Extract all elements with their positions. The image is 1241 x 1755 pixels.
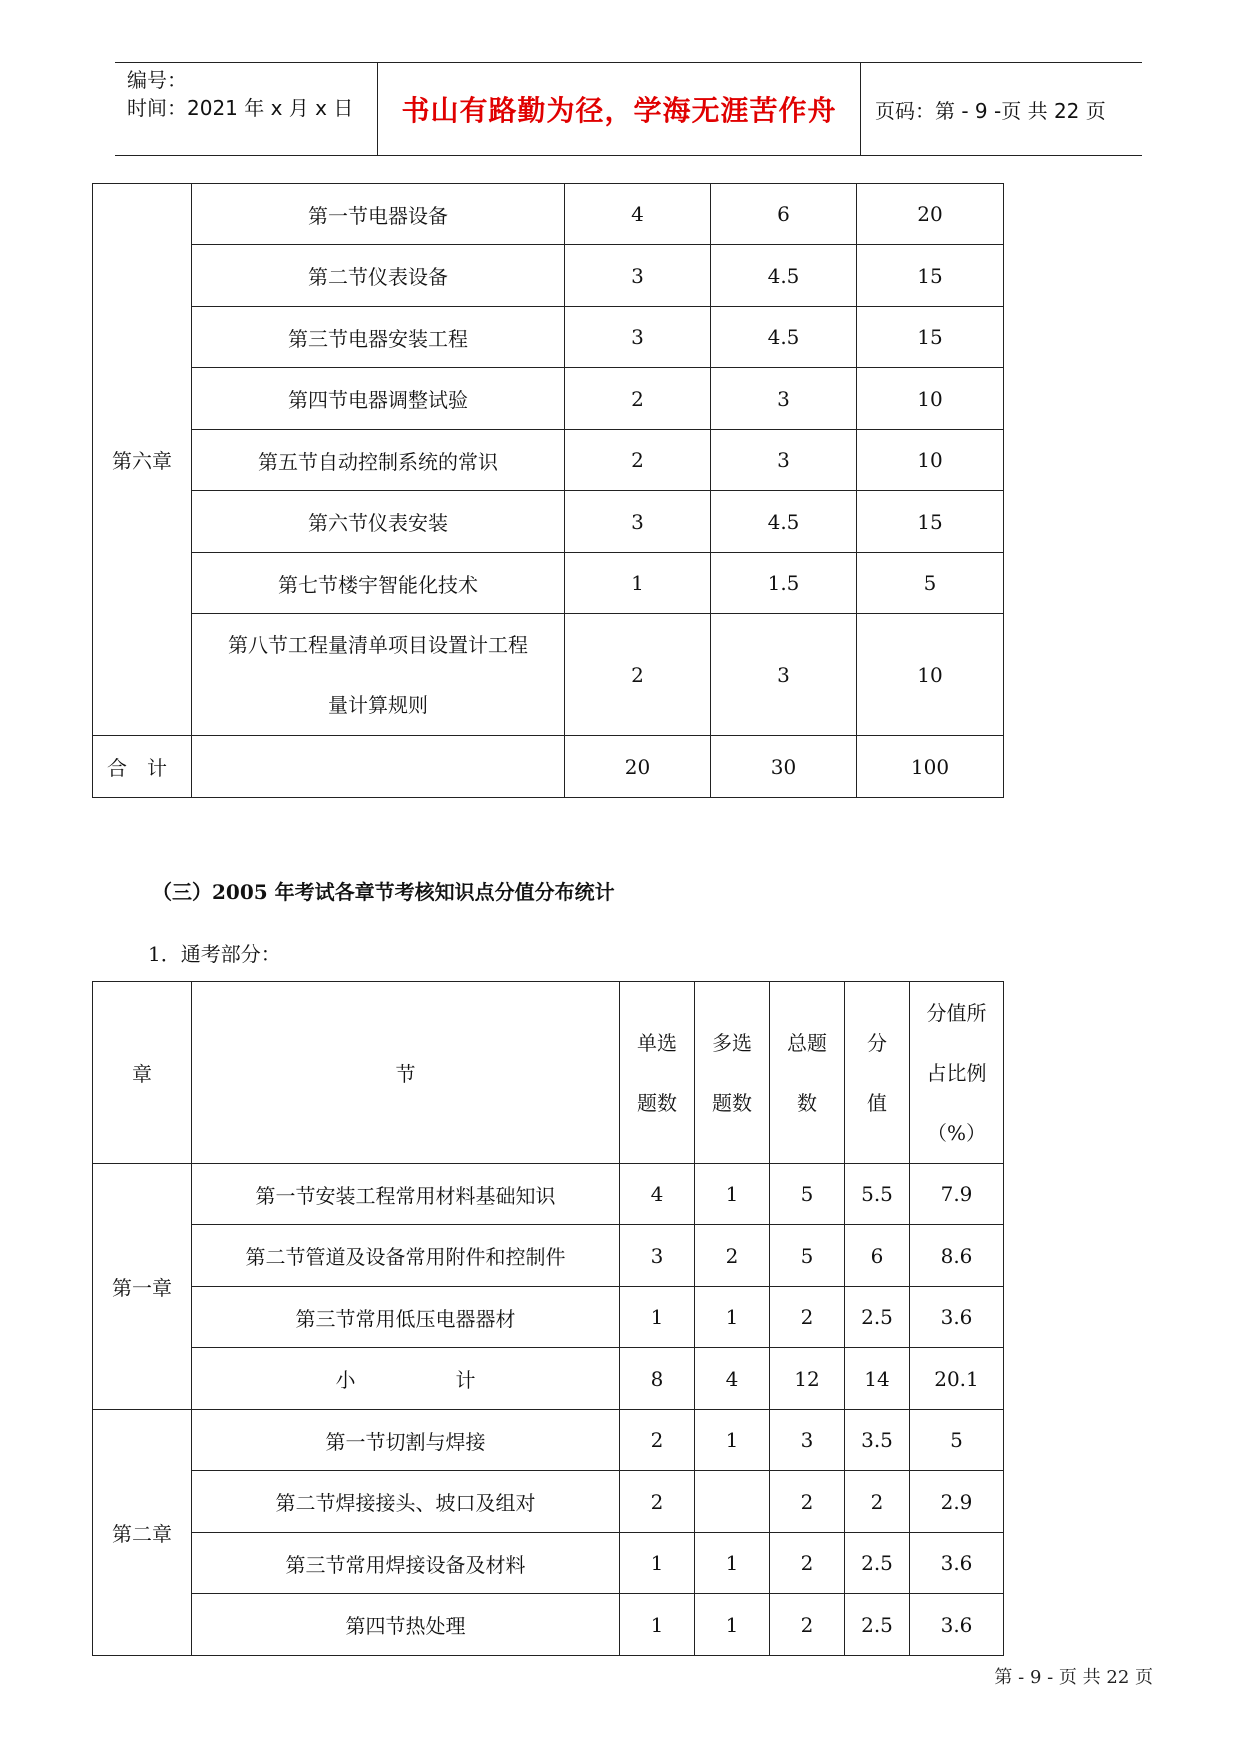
header-divider xyxy=(860,63,861,155)
value-cell: 4 xyxy=(620,1164,695,1225)
header-motto: 书山有路勤为径，学海无涯苦作舟 xyxy=(401,94,837,127)
value-cell: 100 xyxy=(857,736,1004,798)
table-row xyxy=(93,245,1004,307)
header-meta xyxy=(127,66,353,122)
value-cell: 5 xyxy=(857,553,1004,614)
table-row xyxy=(93,614,1004,736)
section-cell: 第三节常用焊接设备及材料 xyxy=(192,1533,620,1594)
table-row xyxy=(93,1225,1004,1287)
page-footer: 第 - 9 - 页 共 22 页 xyxy=(994,1667,1153,1688)
value-cell: 2.5 xyxy=(845,1533,910,1594)
value-cell: 1 xyxy=(620,1287,695,1348)
value-cell: 4 xyxy=(565,184,711,245)
page-header xyxy=(115,62,1142,156)
value-cell: 6 xyxy=(711,184,857,245)
table-row xyxy=(93,184,1004,245)
total-row xyxy=(93,736,1004,798)
table-row xyxy=(93,307,1004,368)
value-cell: 1 xyxy=(695,1533,770,1594)
section-cell: 第六节仪表安装 xyxy=(192,491,565,553)
value-cell: 15 xyxy=(857,307,1004,368)
header-single xyxy=(620,982,695,1164)
section-title: （三）2005 年考试各章节考核知识点分值分布统计 xyxy=(152,880,615,904)
value-cell: 1 xyxy=(565,553,711,614)
chapter-cell: 第六章 xyxy=(93,184,192,736)
section-cell: 第二节管道及设备常用附件和控制件 xyxy=(192,1225,620,1287)
value-cell: 4.5 xyxy=(711,245,857,307)
subtotal-label: 小 计 xyxy=(192,1348,620,1410)
value-cell: 1 xyxy=(695,1410,770,1471)
table-row xyxy=(93,430,1004,491)
value-cell xyxy=(695,1471,770,1533)
value-cell: 1 xyxy=(620,1533,695,1594)
header-line: 题数 xyxy=(712,1090,752,1115)
value-cell: 2 xyxy=(770,1533,845,1594)
header-line: 数 xyxy=(797,1090,817,1115)
value-cell: 4.5 xyxy=(711,491,857,553)
header-chapter: 章 xyxy=(93,982,192,1164)
section-cell: 第一节切割与焊接 xyxy=(192,1410,620,1471)
value-cell: 2 xyxy=(770,1594,845,1656)
value-cell: 2.5 xyxy=(845,1287,910,1348)
table-row xyxy=(93,1594,1004,1656)
value-cell: 2 xyxy=(565,614,711,736)
header-line: 值 xyxy=(867,1090,887,1115)
table-row xyxy=(93,553,1004,614)
value-cell: 2.9 xyxy=(910,1471,1004,1533)
value-cell: 1 xyxy=(695,1594,770,1656)
section-cell: 第七节楼宇智能化技术 xyxy=(192,553,565,614)
value-cell: 10 xyxy=(857,368,1004,430)
header-line: （%） xyxy=(926,1120,986,1145)
table-row xyxy=(93,1164,1004,1225)
table-row xyxy=(93,1410,1004,1471)
total-label: 合 计 xyxy=(93,736,192,798)
header-row xyxy=(93,982,1004,1164)
value-cell: 12 xyxy=(770,1348,845,1410)
value-cell: 2 xyxy=(565,368,711,430)
section-cell: 第三节电器安装工程 xyxy=(192,307,565,368)
value-cell: 30 xyxy=(711,736,857,798)
header-page-label: 页码：第 - 9 -页 共 22 页 xyxy=(875,98,1106,123)
value-cell: 10 xyxy=(857,430,1004,491)
chapter-cell: 第一章 xyxy=(93,1164,192,1410)
table-row xyxy=(93,1471,1004,1533)
value-cell: 2 xyxy=(695,1225,770,1287)
value-cell: 3.5 xyxy=(845,1410,910,1471)
section-cell: 第一节电器设备 xyxy=(192,184,565,245)
chapter-cell: 第二章 xyxy=(93,1410,192,1656)
value-cell: 10 xyxy=(857,614,1004,736)
header-number-label: 编号： xyxy=(127,68,187,92)
value-cell: 3.6 xyxy=(910,1533,1004,1594)
header-line: 题数 xyxy=(637,1090,677,1115)
section-line: 量计算规则 xyxy=(328,692,428,717)
value-cell: 4.5 xyxy=(711,307,857,368)
section-cell xyxy=(192,614,565,736)
value-cell: 3.6 xyxy=(910,1287,1004,1348)
value-cell: 5 xyxy=(910,1410,1004,1471)
subtotal-row xyxy=(93,1348,1004,1410)
table-row xyxy=(93,368,1004,430)
value-cell: 3 xyxy=(711,614,857,736)
value-cell: 15 xyxy=(857,491,1004,553)
value-cell: 2 xyxy=(620,1471,695,1533)
header-score xyxy=(845,982,910,1164)
value-cell: 3 xyxy=(565,491,711,553)
section-cell: 第二节焊接接头、坡口及组对 xyxy=(192,1471,620,1533)
value-cell: 3 xyxy=(620,1225,695,1287)
value-cell: 8.6 xyxy=(910,1225,1004,1287)
value-cell: 20.1 xyxy=(910,1348,1004,1410)
value-cell: 2.5 xyxy=(845,1594,910,1656)
header-line: 总题 xyxy=(787,1030,827,1055)
header-total xyxy=(770,982,845,1164)
value-cell: 20 xyxy=(565,736,711,798)
header-section: 节 xyxy=(192,982,620,1164)
value-cell: 2 xyxy=(620,1410,695,1471)
value-cell: 6 xyxy=(845,1225,910,1287)
value-cell: 2 xyxy=(845,1471,910,1533)
header-time-label: 时间：2021 年 x 月 x 日 xyxy=(127,96,354,120)
section-cell: 第四节热处理 xyxy=(192,1594,620,1656)
value-cell: 1 xyxy=(695,1164,770,1225)
header-line: 占比例 xyxy=(926,1060,987,1085)
value-cell: 2 xyxy=(770,1471,845,1533)
section-line: 第八节工程量清单项目设置计工程 xyxy=(228,632,528,657)
value-cell: 1 xyxy=(620,1594,695,1656)
header-line: 多选 xyxy=(712,1030,752,1055)
value-cell: 3 xyxy=(565,245,711,307)
value-cell: 7.9 xyxy=(910,1164,1004,1225)
value-cell: 1.5 xyxy=(711,553,857,614)
value-cell: 8 xyxy=(620,1348,695,1410)
table-row xyxy=(93,1287,1004,1348)
value-cell: 3 xyxy=(770,1410,845,1471)
value-cell: 3 xyxy=(565,307,711,368)
value-cell: 5 xyxy=(770,1164,845,1225)
header-ratio xyxy=(910,982,1004,1164)
value-cell: 5 xyxy=(770,1225,845,1287)
value-cell: 20 xyxy=(857,184,1004,245)
value-cell: 14 xyxy=(845,1348,910,1410)
chapter6-table xyxy=(92,183,1004,798)
subsection-title: 1．通考部分： xyxy=(148,942,281,966)
section-cell: 第一节安装工程常用材料基础知识 xyxy=(192,1164,620,1225)
header-multi xyxy=(695,982,770,1164)
value-cell: 2 xyxy=(565,430,711,491)
section-cell: 第三节常用低压电器器材 xyxy=(192,1287,620,1348)
section-cell: 第四节电器调整试验 xyxy=(192,368,565,430)
table-row xyxy=(93,491,1004,553)
table-row xyxy=(93,1533,1004,1594)
section-cell: 第二节仪表设备 xyxy=(192,245,565,307)
score-distribution-table xyxy=(92,981,1004,1656)
value-cell: 3 xyxy=(711,368,857,430)
value-cell: 15 xyxy=(857,245,1004,307)
section-cell: 第五节自动控制系统的常识 xyxy=(192,430,565,491)
section-cell xyxy=(192,736,565,798)
value-cell: 4 xyxy=(695,1348,770,1410)
value-cell: 1 xyxy=(695,1287,770,1348)
value-cell: 5.5 xyxy=(845,1164,910,1225)
header-line: 单选 xyxy=(637,1030,677,1055)
header-line: 分 xyxy=(867,1030,887,1055)
value-cell: 2 xyxy=(770,1287,845,1348)
value-cell: 3.6 xyxy=(910,1594,1004,1656)
header-line: 分值所 xyxy=(926,1000,987,1025)
value-cell: 3 xyxy=(711,430,857,491)
